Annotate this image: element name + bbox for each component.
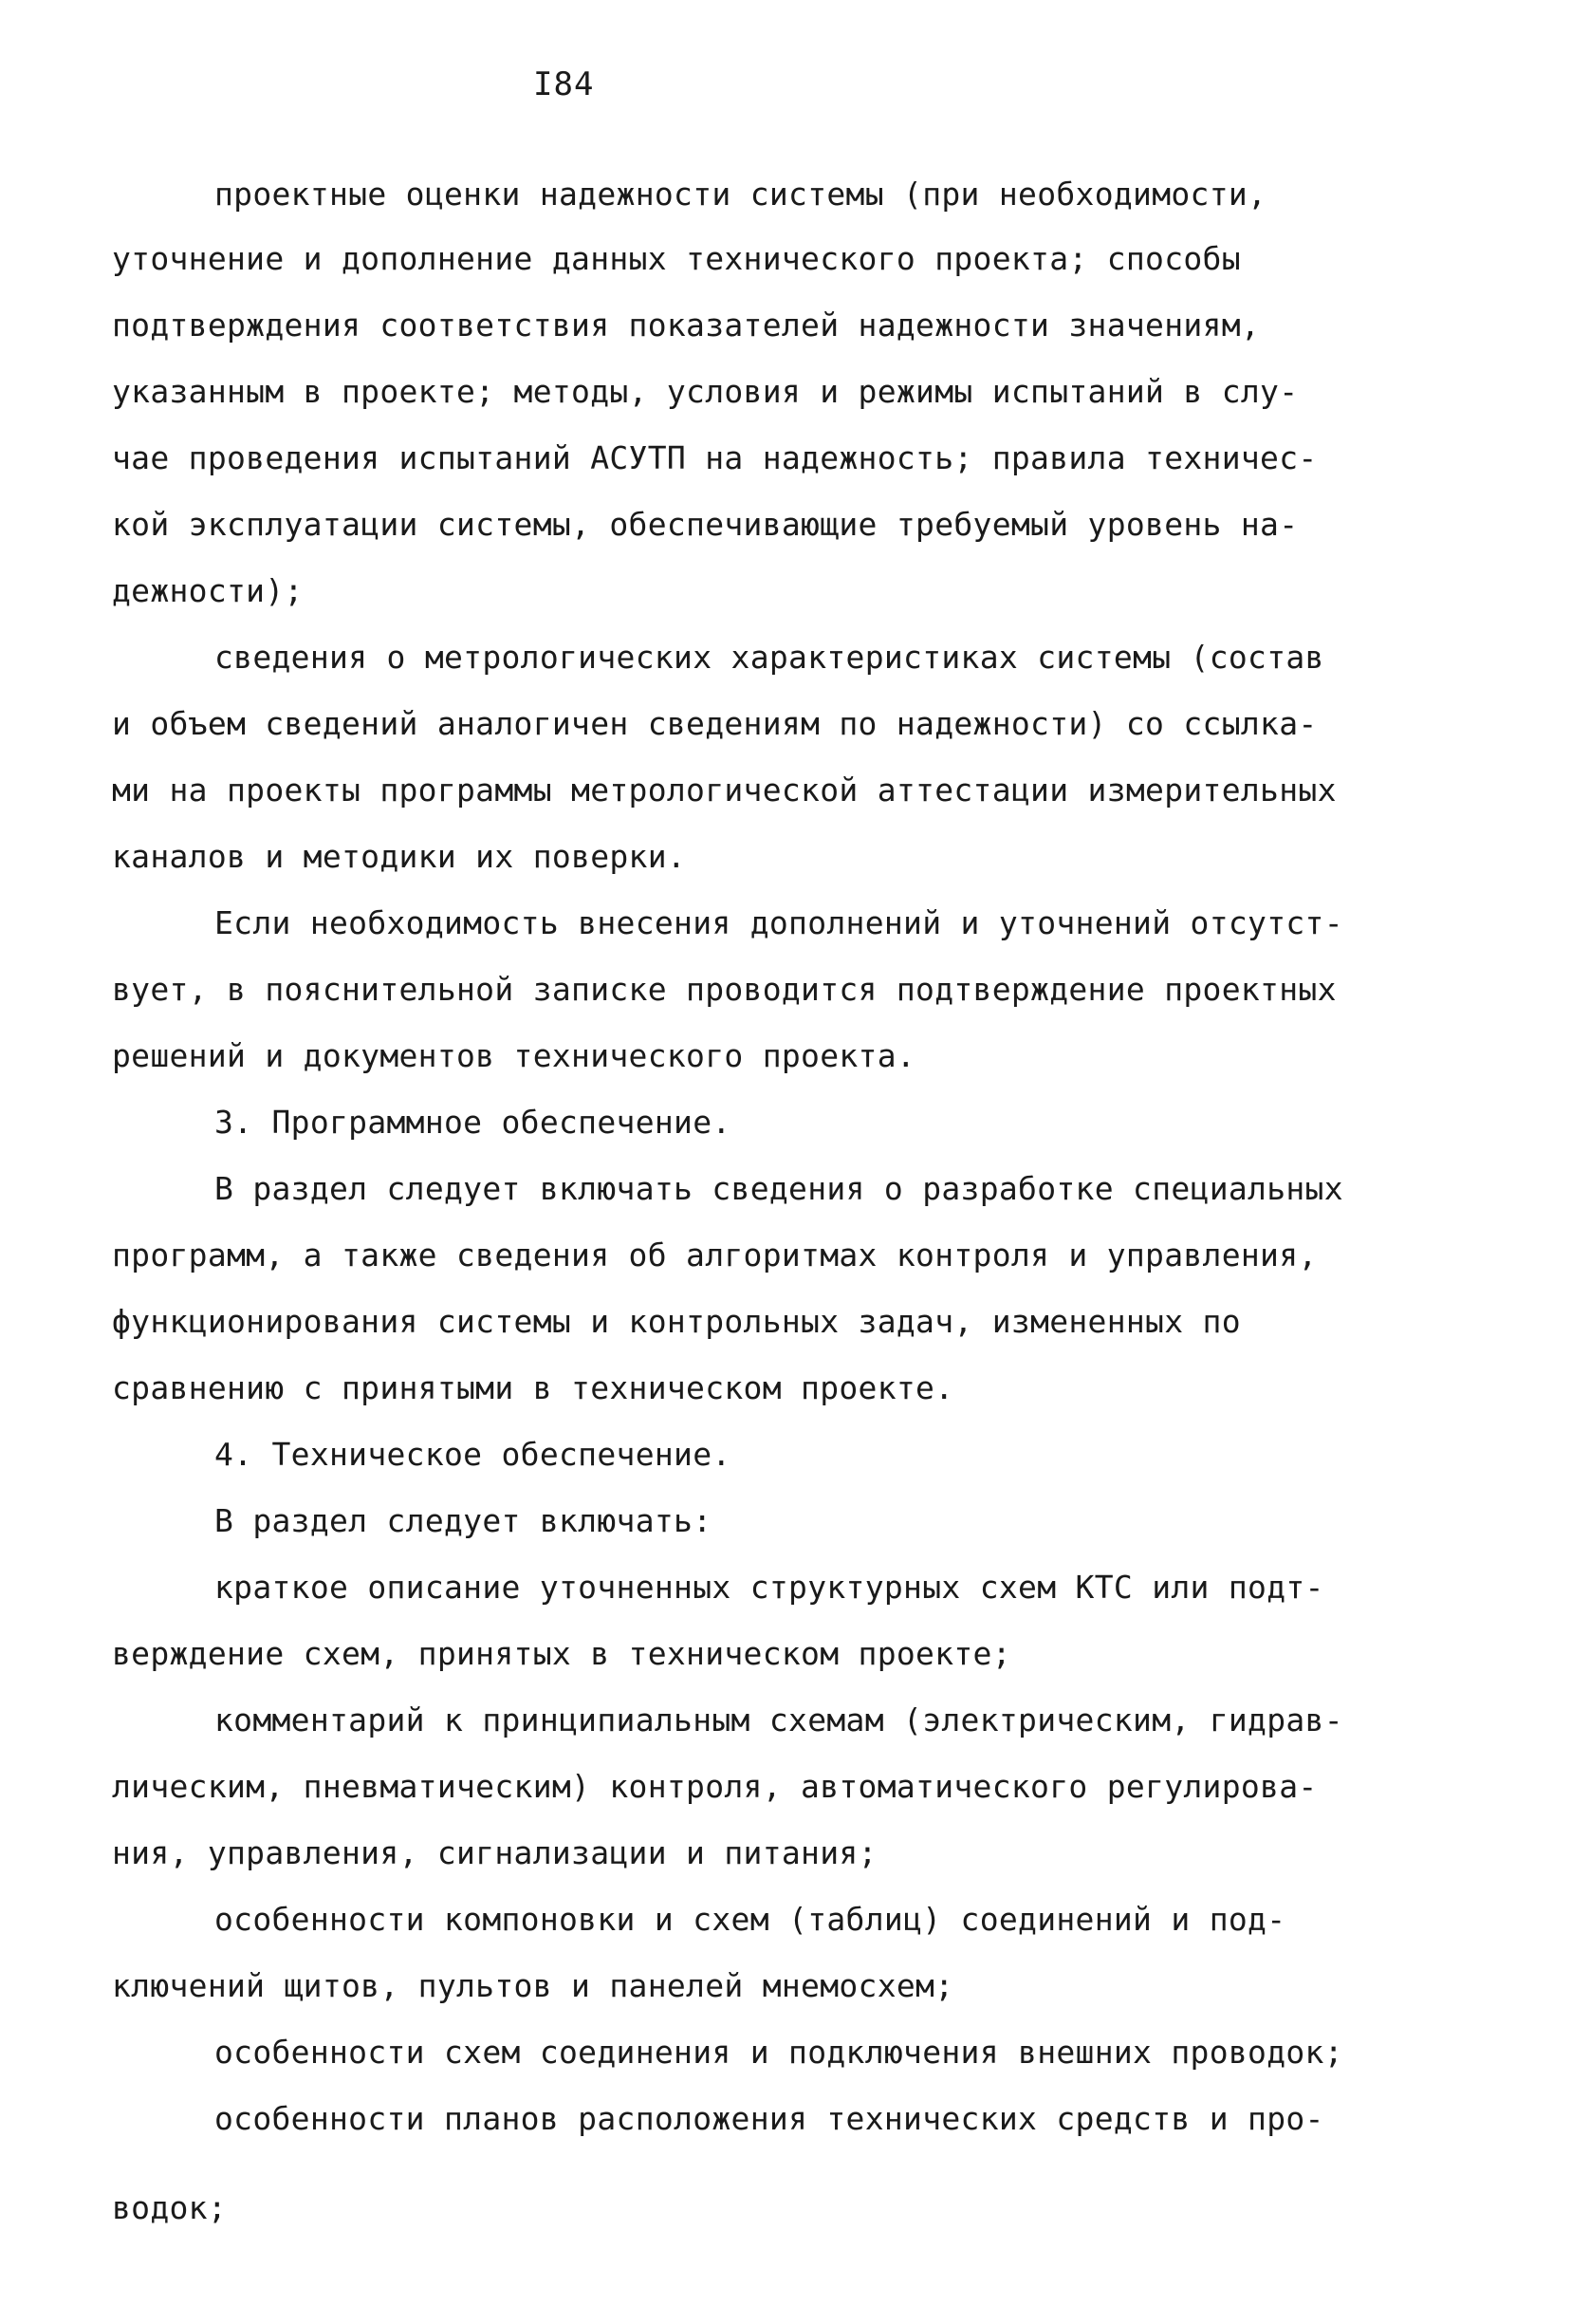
text-line: и объем сведений аналогичен сведениям по надежности) со ссылка- — [112, 705, 1318, 742]
text-line: функционирования системы и контрольных задач, измененных по — [112, 1303, 1241, 1340]
text-line: чае проведения испытаний АСУТП на надежность; правила техничес- — [112, 439, 1318, 476]
text-line: вует, в пояснительной записке проводится подтверждение проектных — [112, 971, 1337, 1008]
text-line: каналов и методики их поверки. — [112, 838, 687, 875]
text-line: Если необходимость внесения дополнений и уточнений отсутст- — [214, 904, 1343, 941]
text-line: водок; — [112, 2189, 228, 2226]
text-line: особенности компоновки и схем (таблиц) соединений и под- — [214, 1901, 1286, 1938]
text-line: ми на проекты программы метрологической аттестации измерительных — [112, 772, 1337, 809]
text-line: краткое описание уточненных структурных схем КТС или подт- — [214, 1569, 1324, 1606]
text-line: особенности схем соединения и подключения внешних проводок; — [214, 2034, 1343, 2071]
text-line: программ, а также сведения об алгоритмах контроля и управления, — [112, 1236, 1318, 1274]
text-line: уточнение и дополнение данных технического проекта; способы — [112, 240, 1241, 277]
text-line: проектные оценки надежности системы (при необходимости, — [214, 176, 1267, 213]
text-line: сведения о метрологических характеристиках системы (состав — [214, 639, 1324, 676]
page-number: I84 — [533, 65, 595, 103]
section-heading: 3. Программное обеспечение. — [214, 1104, 731, 1141]
text-line: комментарий к принципиальным схемам (электрическим, гидрав- — [214, 1701, 1343, 1738]
text-line: верждение схем, принятых в техническом проекте; — [112, 1635, 1011, 1672]
text-line: указанным в проекте; методы, условия и режимы испытаний в слу- — [112, 373, 1299, 410]
text-line: ключений щитов, пультов и панелей мнемосхем; — [112, 1967, 954, 2004]
text-line: решений и документов технического проекта. — [112, 1037, 916, 1074]
text-line: сравнению с принятыми в техническом проекте. — [112, 1369, 954, 1406]
text-line: подтверждения соответствия показателей надежности значениям, — [112, 307, 1261, 344]
text-line: В раздел следует включать: — [214, 1502, 712, 1539]
text-line: дежности); — [112, 572, 304, 609]
text-line: кой эксплуатации системы, обеспечивающие требуемый уровень на- — [112, 506, 1299, 543]
section-heading: 4. Техническое обеспечение. — [214, 1436, 731, 1473]
text-line: особенности планов расположения технических средств и про- — [214, 2100, 1324, 2137]
text-line: В раздел следует включать сведения о разработке специальных — [214, 1170, 1343, 1207]
text-line: ния, управления, сигнализации и питания; — [112, 1834, 878, 1871]
text-line: лическим, пневматическим) контроля, автоматического регулирова- — [112, 1768, 1318, 1805]
